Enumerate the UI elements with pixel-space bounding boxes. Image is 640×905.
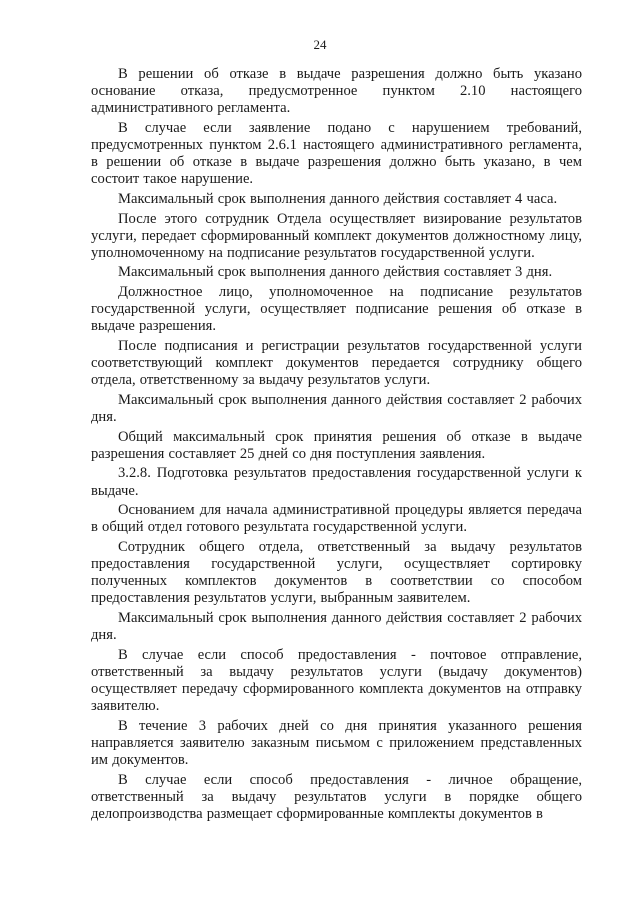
paragraph-postal-delivery: В случае если способ предоставления - почтовое отправление, ответственный за выдачу результатов услуги (выдачу документов) осуществляет передачу сформированного комплекта документов на отправку заявителю. (91, 646, 582, 714)
paragraph-visa-transfer: После этого сотрудник Отдела осуществляет визирование результатов услуги, передает сформированный комплект документов должностному лицу, уполномоченному на подписание результатов государственной услуги. (91, 210, 582, 261)
paragraph-sorting: Сотрудник общего отдела, ответственный за выдачу результатов предоставления государственной услуги, осуществляет сортировку полученных комплектов документов в соответствии со способом предоставления результатов услуги, выбранным заявителем. (91, 538, 582, 607)
paragraph-deadline-3-days: Максимальный срок выполнения данного действия составляет 3 дня. (118, 264, 553, 281)
paragraph-deadline-2-days: Максимальный срок выполнения данного действия составляет 2 рабочих дня. (91, 391, 582, 425)
paragraph-violation-case: В случае если заявление подано с нарушением требований, предусмотренных пунктом 2.6.1 настоящего административного регламента, в решении об отказе в выдаче разрешения должно быть указано, в чем состоит такое нарушение. (91, 119, 582, 188)
paragraph-personal-visit: В случае если способ предоставления - личное обращение, ответственный за выдачу результатов услуги в порядке общего делопроизводства размещает сформированные комплекты документов в (91, 771, 582, 822)
paragraph-registered-letter: В течение 3 рабочих дней со дня принятия указанного решения направляется заявителю заказным письмом с приложением представленных им документов. (91, 717, 582, 768)
document-body (91, 66, 582, 825)
paragraph-section-3-2-8: 3.2.8. Подготовка результатов предоставления государственной услуги к выдаче. (91, 465, 582, 499)
paragraph-after-signing: После подписания и регистрации результатов государственной услуги соответствующий комплект документов передается сотруднику общего отдела, ответственному за выдачу результатов услуги. (91, 337, 582, 389)
paragraph-deadline-2-days-second: Максимальный срок выполнения данного действия составляет 2 рабочих дня. (91, 609, 582, 644)
page-number: 24 (313, 37, 327, 52)
paragraph-official-signing: Должностное лицо, уполномоченное на подписание результатов государственной услуги, осуществляет подписание решения об отказе в выдаче разрешения. (91, 284, 582, 335)
paragraph-refusal-grounds: В решении об отказе в выдаче разрешения должно быть указано основание отказа, предусмотренное пунктом 2.10 настоящего административного регламента. (91, 66, 582, 117)
paragraph-total-deadline: Общий максимальный срок принятия решения об отказе в выдаче разрешения составляет 25 дней со дня поступления заявления. (91, 428, 582, 462)
paragraph-procedure-basis: Основанием для начала административной процедуры является передача в общий отдел готового результата государственной услуги. (91, 502, 582, 536)
paragraph-deadline-4-hours: Максимальный срок выполнения данного действия составляет 4 часа. (118, 190, 558, 207)
